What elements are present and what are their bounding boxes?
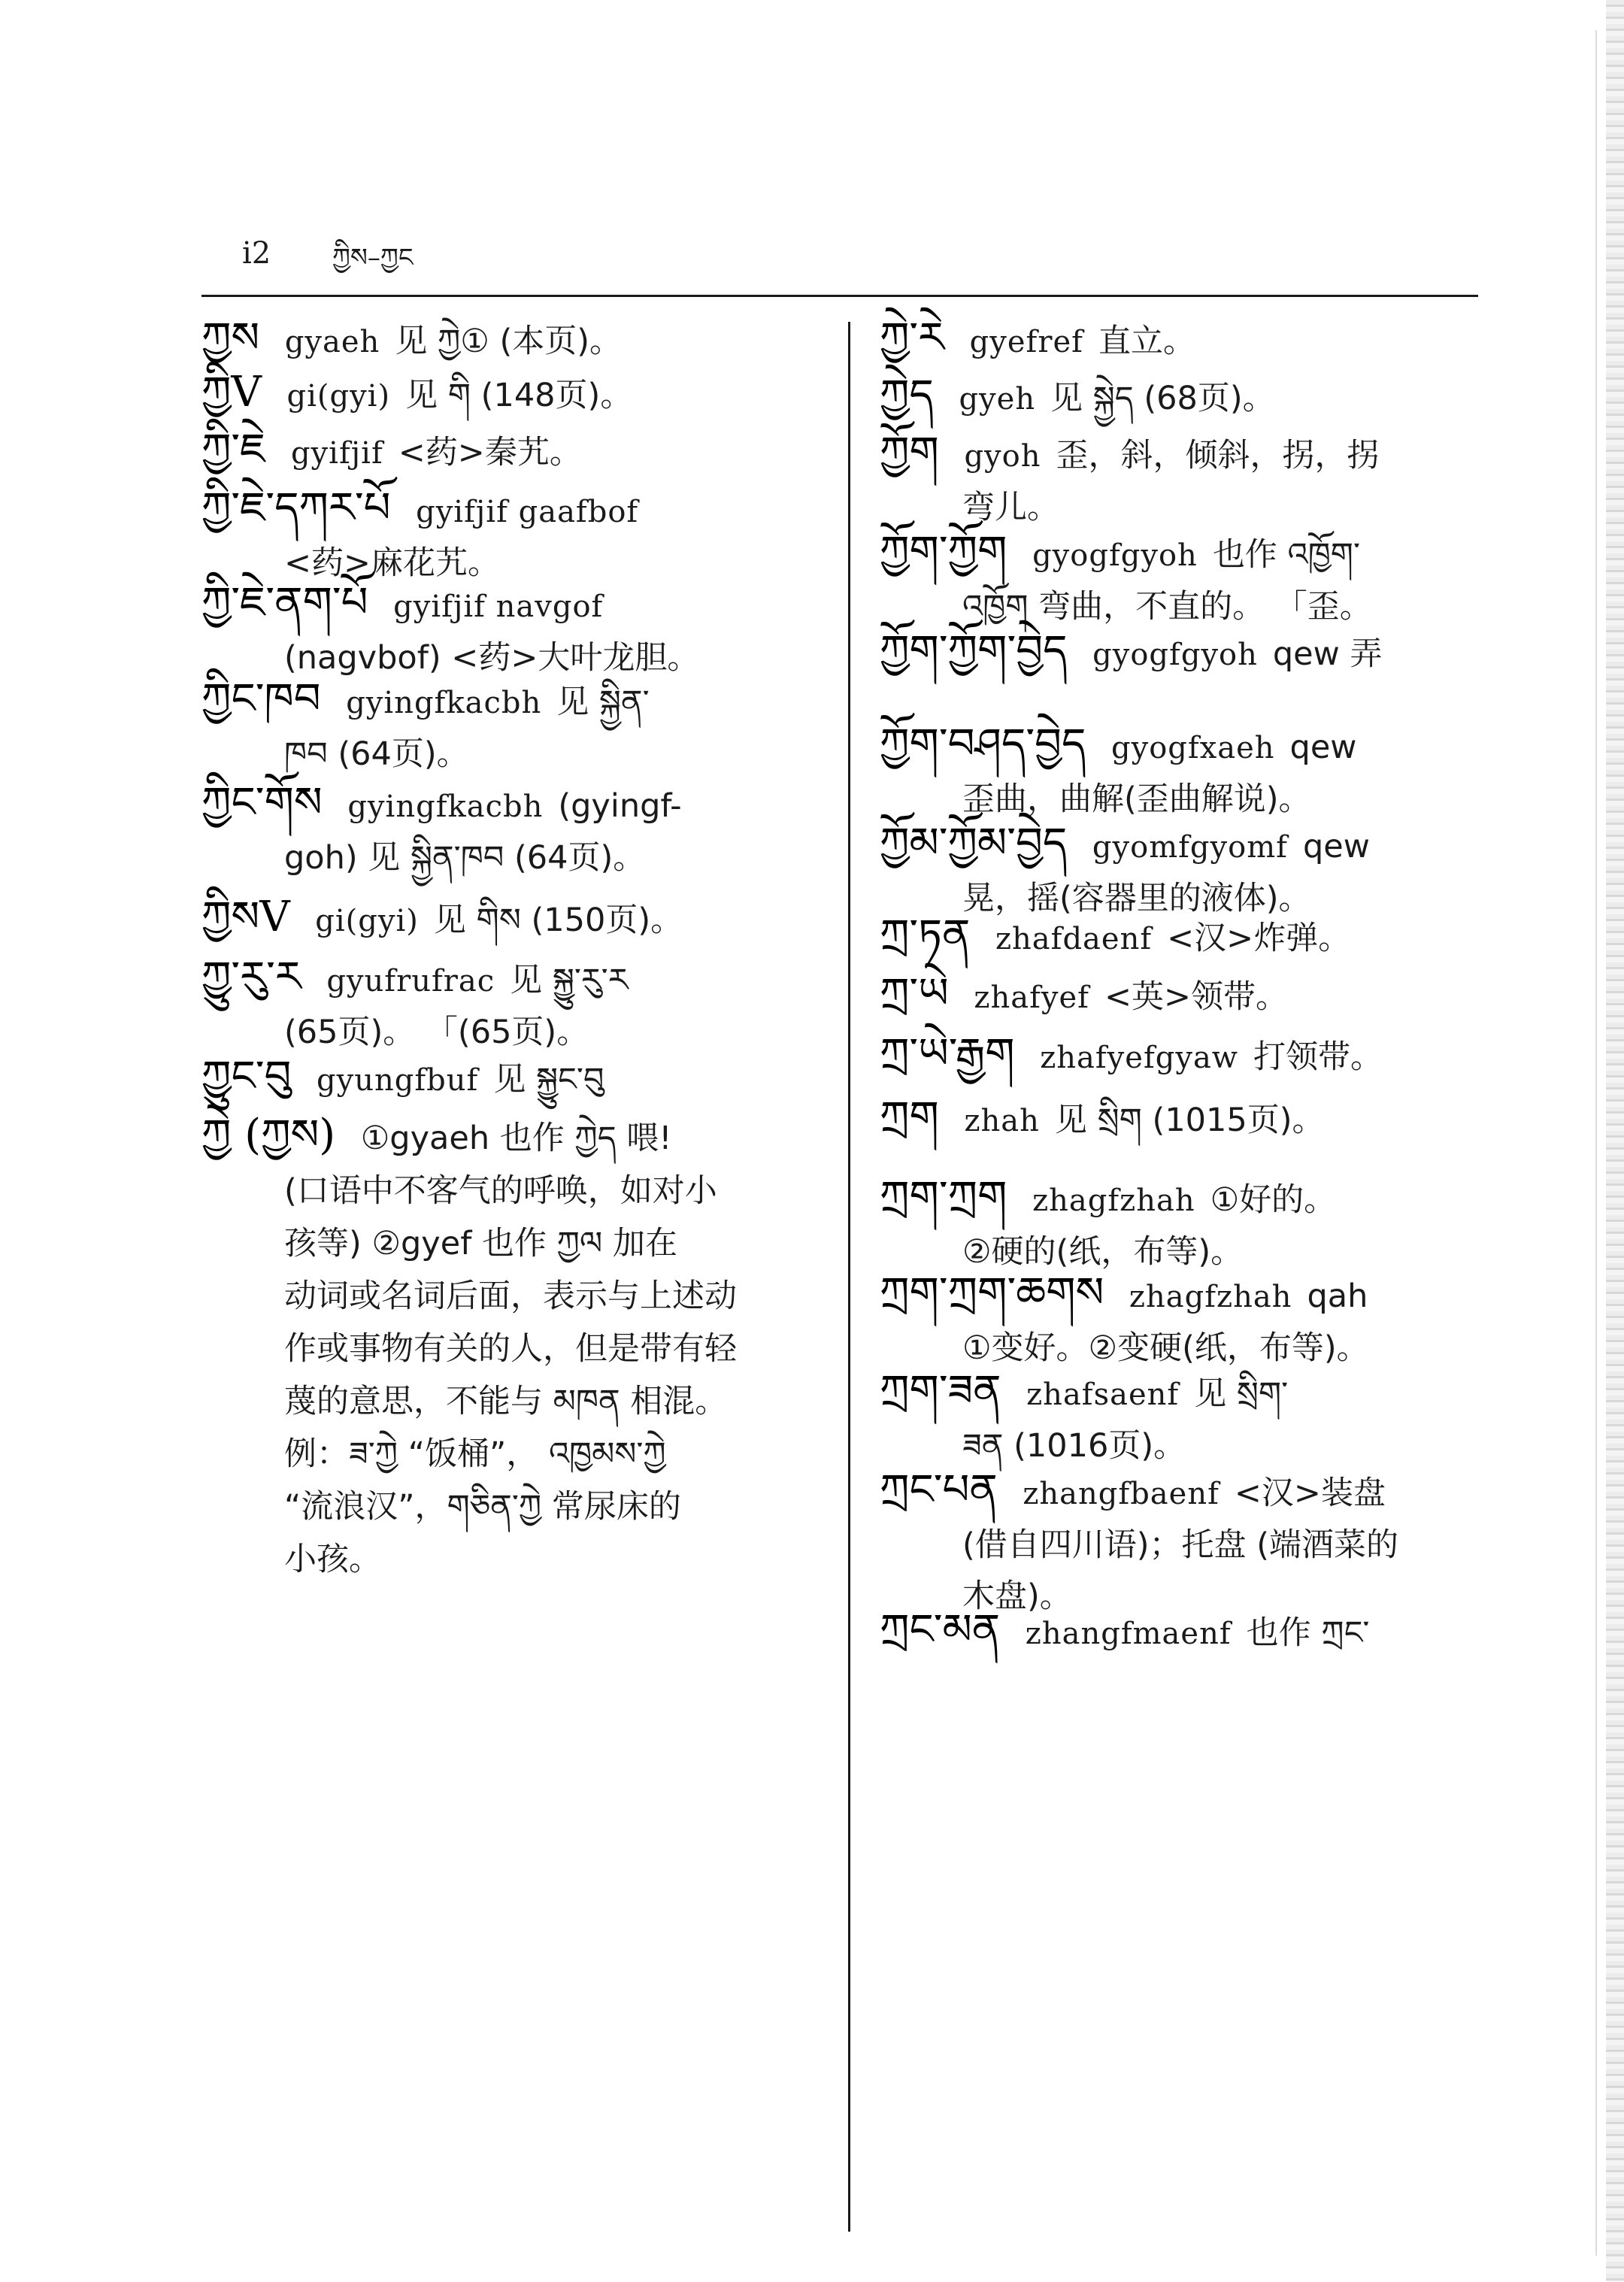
definition: qew 弄 — [1272, 635, 1383, 673]
romanization: gyogfgyoh — [1032, 538, 1198, 573]
dictionary-entry — [201, 427, 826, 476]
romanization: gi(gyi) — [315, 904, 419, 938]
dictionary-entry — [201, 580, 826, 680]
romanization: gyomfgyomf — [1092, 830, 1288, 865]
entry-headline — [201, 892, 826, 944]
tibetan-headword: ཀྱིV — [201, 368, 262, 417]
romanization: gyungfbuf — [317, 1063, 479, 1098]
definition-continuation: 晃，摇(容器里的液体)。 — [962, 880, 1311, 917]
entry-headline — [880, 529, 1490, 578]
dictionary-entry — [201, 1054, 826, 1103]
dictionary-entry — [880, 1368, 1490, 1468]
page-number: i2 — [242, 236, 271, 271]
tibetan-headword: ཀྱེད — [880, 371, 934, 420]
definition: <汉>装盘 — [1234, 1474, 1386, 1512]
definition-continuation: (借自四川语)；托盘 (端酒菜的 — [962, 1526, 1398, 1564]
definition: qew — [1302, 828, 1370, 865]
dictionary-entry — [201, 370, 826, 419]
entry-headline — [880, 1174, 1490, 1223]
definition: (gyingf- — [558, 787, 682, 825]
romanization: zhafyef — [974, 980, 1089, 1015]
romanization: gyoh — [964, 439, 1041, 474]
definition-continuation: <药>麻花艽。 — [284, 544, 501, 582]
dictionary-entry — [201, 1113, 826, 1582]
dictionary-entry — [880, 1465, 1490, 1619]
tibetan-headword: ཀྱོག་ཀྱོག — [880, 527, 1007, 576]
tibetan-headword: ཀྱུ་རུ་ར — [201, 953, 301, 1002]
definition: 也作 འཁྱོག་ — [1212, 536, 1360, 574]
entry-headline — [201, 580, 826, 629]
romanization: gyaeh — [284, 325, 380, 359]
romanization: zhafsaenf — [1026, 1377, 1180, 1412]
definition-continuation: 弯儿。 — [962, 489, 1059, 526]
romanization: gyifjif — [290, 436, 383, 471]
entry-headline — [880, 1605, 1490, 1656]
definition: 见 སྲིག (1015页)。 — [1054, 1102, 1325, 1139]
definition: 见 སྲིག་ — [1194, 1375, 1289, 1413]
romanization: zhafdaenf — [995, 922, 1153, 956]
romanization: gyufrufrac — [326, 964, 495, 999]
entry-headline — [201, 1054, 826, 1103]
definition-continuation: (nagvbof) <药>大叶龙胆。 — [284, 639, 700, 677]
definition: qew — [1289, 729, 1357, 766]
definition-continuation: goh) 见 སྐྱིན་ཁབ (64页)。 — [284, 839, 646, 877]
definition: 见 སྐྱུ་རུ་ར — [510, 962, 629, 999]
dictionary-entry — [201, 316, 826, 365]
romanization: gyingfkacbh — [346, 686, 542, 720]
definition: 见 ཀྱེ① (本页)。 — [395, 323, 623, 360]
romanization: gyeh — [959, 382, 1036, 417]
tibetan-headword: ཀྲ་ཡེ — [880, 969, 949, 1018]
romanization: gyogfgyoh — [1092, 638, 1258, 672]
dictionary-entry — [880, 626, 1490, 677]
entry-headline — [880, 913, 1490, 962]
dictionary-entry — [880, 1268, 1490, 1371]
tibetan-headword: ཀྲང་པན — [880, 1465, 998, 1514]
definition: <药>秦艽。 — [398, 434, 582, 471]
tibetan-headword: ཀྱི་ཇེ — [201, 425, 266, 474]
entry-headline — [201, 674, 826, 726]
definition-continuation: ①变好。②变硬(纸，布等)。 — [962, 1329, 1369, 1367]
tibetan-headword: ཀྱོམ་ཀྱོམ་བྱེད — [880, 819, 1068, 868]
tibetan-headword: ཀྱོག་བཤད་བྱེད — [880, 720, 1086, 768]
tibetan-headword: ཀྲ་ཡེ་རྒྱག — [880, 1029, 1015, 1078]
dictionary-entry — [201, 955, 826, 1055]
tibetan-headword: ཀྱིང་ཁབ — [201, 674, 321, 723]
definition-continuation: 小孩。 — [284, 1541, 381, 1578]
romanization: gyingfkacbh — [347, 789, 544, 824]
dictionary-entry — [880, 722, 1490, 822]
definition: 歪，斜，倾斜，拐，拐 — [1056, 437, 1380, 474]
tibetan-headword: ཀྱོག — [880, 428, 939, 477]
tibetan-headword: ཀྱེ་རེ — [880, 314, 945, 362]
tibetan-headword: ཀྱུང་བུ — [201, 1052, 292, 1101]
running-head: ཀྱིས–ཀྱང — [332, 243, 414, 273]
tibetan-headword: ཀྱས — [201, 314, 260, 362]
entry-headline — [880, 626, 1490, 677]
definition: 见 སྐྱིན་ — [556, 683, 650, 721]
tibetan-headword: ཀྲ་ཏན — [880, 911, 971, 959]
dictionary-entry — [880, 316, 1490, 365]
romanization: gi(gyi) — [286, 379, 391, 414]
definition: 打领带。 — [1253, 1038, 1383, 1076]
dictionary-entry — [201, 674, 826, 777]
definition-continuation: 动词或名词后面，表示与上述动 — [284, 1277, 737, 1315]
dictionary-entry — [201, 483, 826, 586]
tibetan-headword: ཀྲག་ཀྲག — [880, 1172, 1007, 1221]
tibetan-headword: ཀྲང་མན — [880, 1605, 1001, 1654]
romanization: zhangfmaenf — [1025, 1617, 1232, 1651]
definition: ①gyaeh 也作 ཀྱེད 喂! — [360, 1120, 672, 1157]
dictionary-entry — [880, 373, 1490, 422]
entry-headline — [880, 722, 1490, 771]
definition-continuation: 歪曲，曲解(歪曲解说)。 — [962, 780, 1311, 818]
definition: 直立。 — [1098, 323, 1195, 360]
tibetan-headword: ཀྱིང་གོས — [201, 778, 323, 827]
entry-headline — [880, 373, 1490, 422]
romanization: gyogfxaeh — [1111, 731, 1275, 765]
tibetan-headword: ཀྱི་ཇེ་ནག་པོ — [201, 578, 368, 627]
romanization: gyifjif gaafbof — [416, 495, 639, 529]
entry-headline — [880, 430, 1490, 479]
dictionary-entry — [880, 821, 1490, 921]
tibetan-headword: ཀྱོག་ཀྱོག་བྱེད — [880, 626, 1068, 675]
definition: 见 གི (148页)。 — [405, 377, 633, 414]
dictionary-entry — [880, 913, 1490, 962]
definition: qah — [1307, 1277, 1368, 1315]
entry-headline — [201, 1113, 826, 1161]
entry-headline — [880, 316, 1490, 365]
romanization: zhangfbaenf — [1023, 1477, 1220, 1511]
definition: <汉>炸弹。 — [1167, 920, 1351, 957]
tibetan-headword: ཀྱི་ཇེ་དཀར་པོ — [201, 483, 391, 532]
dictionary-entry — [201, 780, 826, 880]
tibetan-headword: ཀྱིསV — [201, 892, 290, 941]
dictionary-entry — [880, 1174, 1490, 1274]
definition-continuation: 例：ཟ་ཀྱེ “饭桶”， འཁྱམས་ཀྱེ — [284, 1435, 666, 1473]
definition-continuation: 蔑的意思，不能与 མཁན 相混。 — [284, 1383, 728, 1420]
definition: 也作 ཀྲང་ — [1246, 1614, 1370, 1652]
romanization: zhagfzhah — [1032, 1183, 1195, 1218]
tibetan-headword: ཀྲག་ཟན — [880, 1366, 1001, 1415]
dictionary-entry — [880, 1605, 1490, 1656]
entry-headline — [880, 1268, 1490, 1320]
romanization: gyifjif navgof — [393, 589, 604, 624]
definition-continuation: (65页)。 「(65页)。 — [284, 1014, 589, 1051]
definition-continuation: “流浪汉”，གཅིན་ཀྱེ 常尿床的 — [284, 1488, 681, 1526]
definition-continuation: 孩等) ②gyef 也作 ཀྱལ 加在 — [284, 1225, 677, 1262]
entry-headline — [880, 1029, 1490, 1080]
dictionary-entry — [880, 971, 1490, 1020]
entry-headline — [201, 780, 826, 829]
definition-continuation: ཟན (1016页)。 — [962, 1427, 1186, 1465]
romanization: gyefref — [969, 325, 1083, 359]
entry-headline — [880, 1368, 1490, 1417]
definition-continuation: 木盘)。 — [962, 1577, 1072, 1615]
definition-continuation: ②硬的(纸，布等)。 — [962, 1233, 1244, 1271]
tibetan-headword: ཀྲག་ཀྲག་ཆགས — [880, 1268, 1104, 1317]
tibetan-headword: ཀྱེ (ཀྱས) — [201, 1111, 336, 1159]
dictionary-entry — [880, 430, 1490, 530]
definition: 见 སྐྱེད (68页)。 — [1050, 380, 1275, 417]
dictionary-entry — [880, 1029, 1490, 1080]
romanization: zhagfzhah — [1129, 1280, 1292, 1314]
definition: 见 སྐྱུང་བུ — [493, 1061, 604, 1099]
column-divider — [848, 322, 850, 2232]
definition: 见 གིས (150页)。 — [433, 902, 683, 939]
definition: <英>领带。 — [1104, 978, 1289, 1016]
dictionary-entry — [201, 892, 826, 944]
entry-headline — [201, 427, 826, 476]
dictionary-entry — [880, 1095, 1490, 1144]
entry-headline — [880, 971, 1490, 1020]
definition-continuation: ཁབ (64页)。 — [284, 735, 469, 773]
definition-continuation: (口语中不客气的呼唤，如对小 — [284, 1172, 717, 1210]
tibetan-headword: ཀྲག — [880, 1093, 939, 1141]
definition-continuation: 作或事物有关的人，但是带有轻 — [284, 1330, 737, 1368]
entry-headline — [201, 483, 826, 535]
entry-headline — [201, 370, 826, 419]
entry-headline — [880, 821, 1490, 870]
romanization: zhah — [964, 1104, 1040, 1138]
romanization: zhafyefgyaw — [1040, 1041, 1239, 1075]
page-edge-shadow — [1595, 30, 1597, 2256]
entry-headline — [201, 316, 826, 365]
dictionary-entry — [880, 529, 1490, 629]
definition: ①好的。 — [1210, 1181, 1337, 1219]
scanned-page-edge — [1606, 0, 1624, 2282]
entry-headline — [880, 1095, 1490, 1144]
entry-headline — [201, 955, 826, 1004]
entry-headline — [880, 1465, 1490, 1517]
header-rule — [201, 295, 1478, 297]
definition-continuation: འཁྱོག 弯曲，不直的。 「歪。 — [962, 588, 1372, 626]
